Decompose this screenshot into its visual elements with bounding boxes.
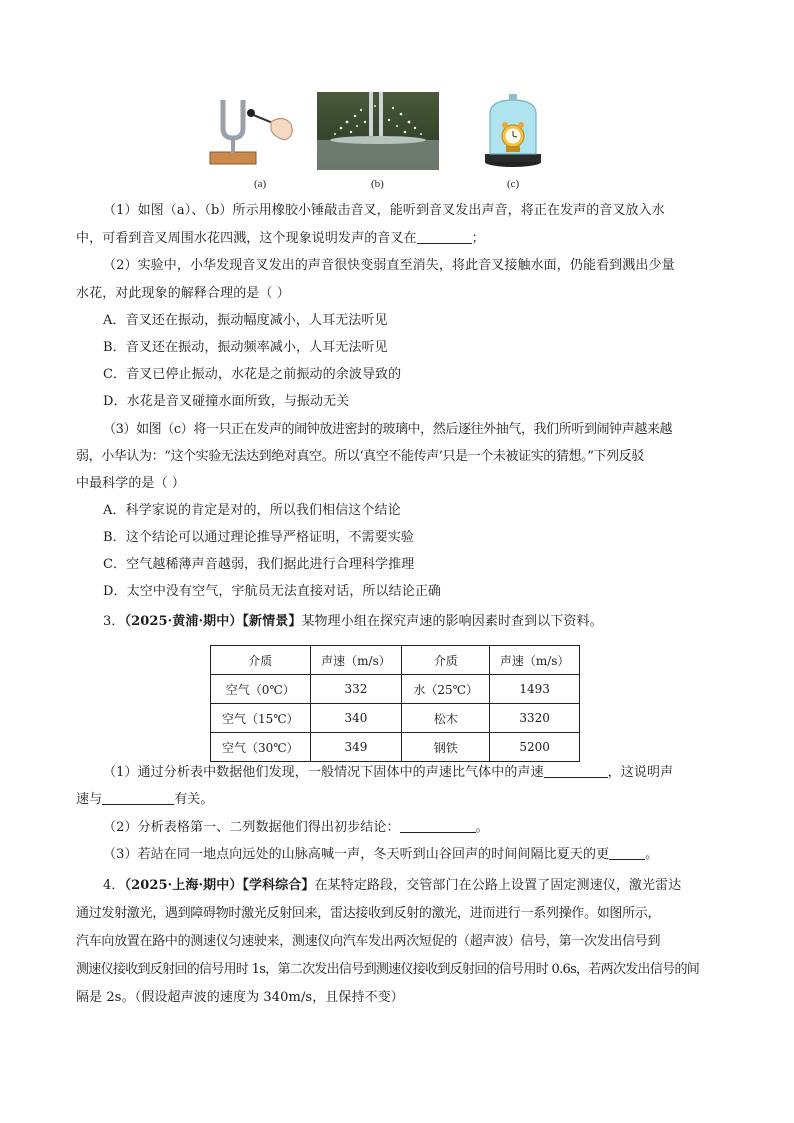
q3-part1-line2-end: 有关。	[174, 792, 214, 807]
q2-part3-line3: 中最科学的是（ ）	[76, 476, 186, 491]
q4-line4: 测速仪接收到反射回的信号用时 1s，第二次发出信号到测速仪接收到反射回的信号用时 0.6s，若两次发出信号的间	[76, 962, 700, 977]
table-row	[211, 733, 580, 762]
q2-part1-line2-text: 中，可看到音叉周围水花四溅，这个现象说明发声的音叉在	[76, 231, 417, 246]
table-row	[211, 675, 580, 704]
table-cell: 340	[310, 704, 402, 733]
question-stem: 在某特定路段，交管部门在公路上设置了固定测速仪，激光雷达	[314, 878, 682, 893]
table-cell: 空气（15℃）	[211, 704, 311, 733]
table-cell: 松木	[402, 704, 490, 733]
question-tag: 【新情景】	[242, 614, 302, 629]
q3-part1-text: （1）通过分析表中数据他们发现，一般情况下固体中的声速比气体中的声速	[103, 765, 544, 780]
q4-line1	[103, 878, 681, 894]
table-cell: 钢铁	[402, 733, 490, 762]
q2-option-d: D．水花是音叉碰撞水面所致，与振动无关	[103, 394, 350, 409]
q3-part1-line2-text: 速与	[76, 792, 103, 807]
answer-blank[interactable]	[544, 765, 608, 778]
q2-part3-option-d: D．太空中没有空气，宇航员无法直接对话，所以结论正确	[103, 584, 442, 599]
q2-part1-line1: （1）如图（a）、（b）所示用橡胶小锤敲击音叉，能听到音叉发出声音，将正在发声的音叉放入水	[103, 203, 665, 218]
table-row	[211, 704, 580, 733]
question-source: （2025·黄浦·期中）	[124, 614, 243, 629]
water-splash-figure	[317, 92, 439, 170]
q2-part3-option-c: C．空气越稀薄声音越弱，我们据此进行合理科学推理	[103, 557, 415, 572]
q3-part3	[103, 847, 658, 863]
table-cell: 3320	[490, 704, 580, 733]
question-number: 3．	[103, 614, 125, 629]
question-tag: 【学科综合】	[242, 878, 315, 893]
q4-line5: 隔是 2s。（假设超声波的速度为 340m/s，且保持不变）	[76, 990, 404, 1005]
q3-part3-end: 。	[645, 847, 659, 862]
q3-part2-end: 。	[475, 820, 489, 835]
caption-c: (c)	[507, 178, 520, 190]
q2-part1-line2-end: ；	[471, 231, 485, 246]
q3-part1-line1	[103, 765, 673, 781]
q3-part1-line2	[76, 792, 214, 808]
bell-jar-illustration	[480, 92, 546, 170]
question-source: （2025·上海·期中）	[124, 878, 243, 893]
answer-blank[interactable]	[400, 820, 476, 833]
q2-part1-line2	[76, 231, 485, 247]
q4-line2: 通过发射激光，遇到障碍物时激光反射回来，雷达接收到反射的激光，进而进行一系列操作。如图所示，	[76, 906, 661, 921]
q2-option-c: C．音叉已停止振动，水花是之前振动的余波导致的	[103, 367, 402, 382]
q3-part1-text-end: ，这说明声	[607, 765, 674, 780]
answer-blank[interactable]	[102, 792, 174, 805]
table-header: 介质	[402, 646, 490, 675]
table-header: 声速（m/s）	[310, 646, 402, 675]
answer-blank[interactable]	[609, 847, 645, 860]
answer-blank[interactable]	[417, 231, 472, 244]
q4-line3: 汽车向放置在路中的测速仪匀速驶来，测速仪向汽车发出两次短促的（超声波）信号，第一次发出信号到	[76, 934, 661, 949]
figures-row	[205, 92, 555, 192]
table-cell: 空气（0℃）	[211, 675, 311, 704]
table-header: 声速（m/s）	[490, 646, 580, 675]
q3-part2	[103, 820, 489, 836]
table-cell: 1493	[490, 675, 580, 704]
table-cell: 349	[310, 733, 402, 762]
q2-part2-line2: 水花，对此现象的解释合理的是（ ）	[76, 286, 290, 301]
q3-header	[103, 614, 603, 630]
q2-option-b: B．音叉还在振动，振动频率减小，人耳无法听见	[103, 340, 388, 355]
water-splash-photo	[317, 92, 439, 170]
tuning-fork-figure	[205, 92, 297, 170]
table-cell: 332	[310, 675, 402, 704]
sound-speed-table	[210, 645, 580, 762]
question-stem: 某物理小组在探究声速的影响因素时查到以下资料。	[301, 614, 603, 629]
q3-part3-text: （3）若站在同一地点向远处的山脉高喊一声，冬天听到山谷回声的时间间隔比夏天的更	[103, 847, 610, 862]
q2-part3-option-b: B．这个结论可以通过理论推导严格证明，不需要实验	[103, 530, 414, 545]
q2-option-a: A．音叉还在振动，振动幅度减小，人耳无法听见	[103, 313, 388, 328]
caption-b: (b)	[371, 178, 384, 190]
q2-part2-line1: （2）实验中，小华发现音叉发出的声音很快变弱直至消失，将此音叉接触水面，仍能看到溅出少量	[103, 258, 675, 273]
table-header: 介质	[211, 646, 311, 675]
table-header-row	[211, 646, 580, 675]
q3-part2-text: （2）分析表格第一、二列数据他们得出初步结论：	[103, 820, 400, 835]
table-cell: 5200	[490, 733, 580, 762]
tuning-fork-illustration	[205, 92, 297, 170]
q2-part3-line2: 弱，小华认为：“这个实验无法达到绝对真空。所以‘真空不能传声’只是一个未被证实的猜想。”下列反驳	[76, 449, 644, 464]
q2-part3-line1: （3）如图（c）将一只正在发声的闹钟放进密封的玻璃中，然后逐往外抽气，我们所听到闹钟声越来越	[103, 422, 673, 437]
question-number: 4．	[103, 878, 125, 893]
table-cell: 水（25℃）	[402, 675, 490, 704]
q2-part3-option-a: A．科学家说的肯定是对的，所以我们相信这个结论	[103, 503, 401, 518]
bell-jar-figure	[480, 92, 546, 170]
caption-a: (a)	[254, 178, 267, 190]
table-cell: 空气（30℃）	[211, 733, 311, 762]
